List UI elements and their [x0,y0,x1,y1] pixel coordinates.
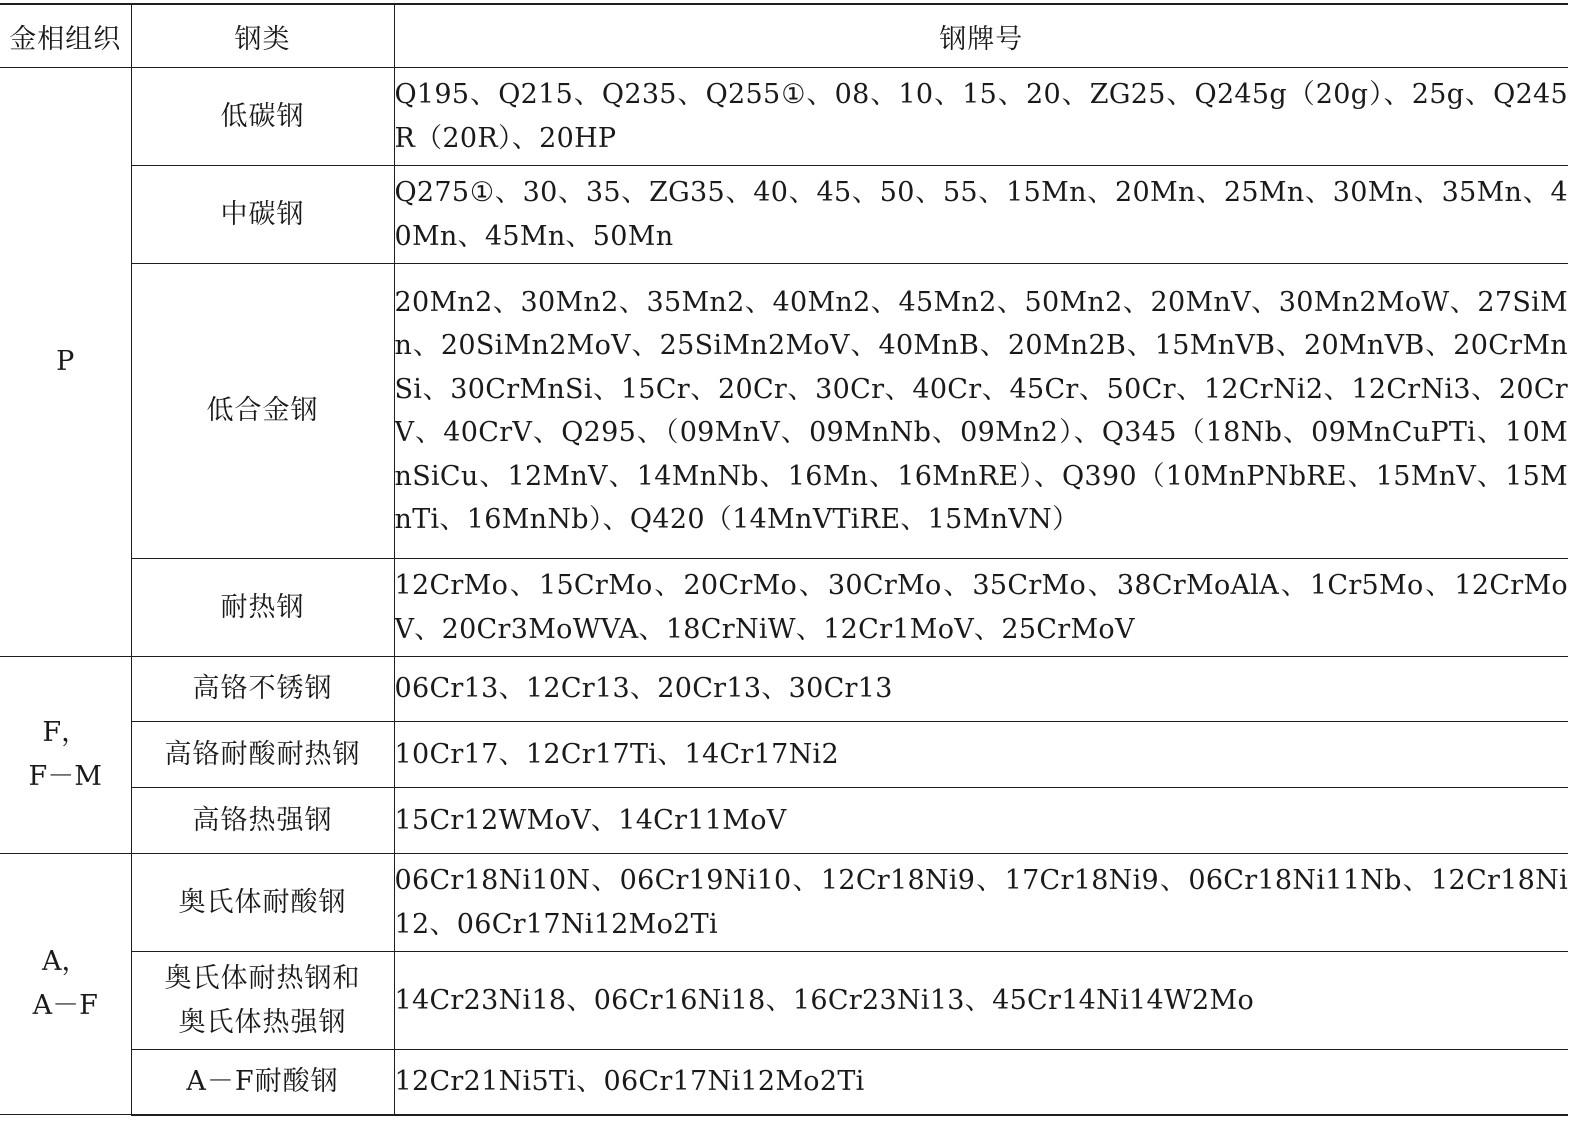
structure-line: F－M [28,761,102,792]
steel-class-cell: 高铬不锈钢 [131,657,394,722]
grades-cell: 12CrMo、15CrMo、20CrMo、30CrMo、35CrMo、38CrMoAlA、1Cr5Mo、12CrMoV、20Cr3MoWVA、18CrNiW、12Cr1MoV、25CrMoV [394,559,1568,657]
structure-line: F， [42,717,89,748]
steel-class-cell: 中碳钢 [131,166,394,264]
table-row [0,952,1568,1050]
header-steel-class: 钢类 [131,4,394,68]
steel-class-cell: 低碳钢 [131,68,394,166]
table-row [0,854,1568,952]
header-structure: 金相组织 [0,4,131,68]
steel-class-cell: 耐热钢 [131,559,394,657]
grades-cell: 10Cr17、12Cr17Ti、14Cr17Ni2 [394,722,1568,788]
grades-cell: 20Mn2、30Mn2、35Mn2、40Mn2、45Mn2、50Mn2、20MnV、30Mn2MoW、27SiMn、20SiMn2MoV、25SiMn2MoV、40MnB、20Mn2B、15MnVB、20MnVB、20CrMnSi、30CrMnSi、15Cr、20Cr、30Cr、40Cr、45Cr、50Cr、12CrNi2、12CrNi3、20CrV、40CrV、Q295、（09MnV、09MnNb、09Mn2）、Q345（18Nb、09MnCuPTi、10MnSiCu、12MnV、14MnNb、16Mn、16MnRE）、Q390（10MnPNbRE、15MnV、15MnTi、16MnNb）、Q420（14MnVTiRE、15MnVN） [394,264,1568,559]
table-row [0,788,1568,854]
table-row [0,657,1568,722]
table-row [0,1050,1568,1115]
grades-cell: 15Cr12WMoV、14Cr11MoV [394,788,1568,854]
steel-class-cell: 高铬热强钢 [131,788,394,854]
grades-cell: 14Cr23Ni18、06Cr16Ni18、16Cr23Ni13、45Cr14Ni14W2Mo [394,952,1568,1050]
structure-line: A， [42,946,89,977]
steel-class-cell: A－F耐酸钢 [131,1050,394,1115]
header-row [0,4,1568,68]
header-grades: 钢牌号 [394,4,1568,68]
steel-class-line: 奥氏体耐热钢和 [164,962,361,994]
structure-cell-f [0,657,131,854]
table-row [0,166,1568,264]
steel-grade-table [0,3,1568,1116]
table-row [0,68,1568,166]
grades-cell: 12Cr21Ni5Ti、06Cr17Ni12Mo2Ti [394,1050,1568,1115]
structure-cell-a [0,854,131,1115]
steel-class-line: 奥氏体热强钢 [178,1006,347,1038]
table-row [0,264,1568,559]
steel-class-cell [131,952,394,1050]
grades-cell: Q275①、30、35、ZG35、40、45、50、55、15Mn、20Mn、25Mn、30Mn、35Mn、40Mn、45Mn、50Mn [394,166,1568,264]
structure-cell-p: P [0,68,131,657]
steel-class-cell: 高铬耐酸耐热钢 [131,722,394,788]
table-row [0,722,1568,788]
steel-class-cell: 奥氏体耐酸钢 [131,854,394,952]
steel-class-cell: 低合金钢 [131,264,394,559]
grades-cell: Q195、Q215、Q235、Q255①、08、10、15、20、ZG25、Q245g（20g）、25g、Q245R（20R）、20HP [394,68,1568,166]
table-row [0,559,1568,657]
structure-line: A－F [32,990,98,1021]
grades-cell: 06Cr13、12Cr13、20Cr13、30Cr13 [394,657,1568,722]
grades-cell: 06Cr18Ni10N、06Cr19Ni10、12Cr18Ni9、17Cr18Ni9、06Cr18Ni11Nb、12Cr18Ni12、06Cr17Ni12Mo2Ti [394,854,1568,952]
